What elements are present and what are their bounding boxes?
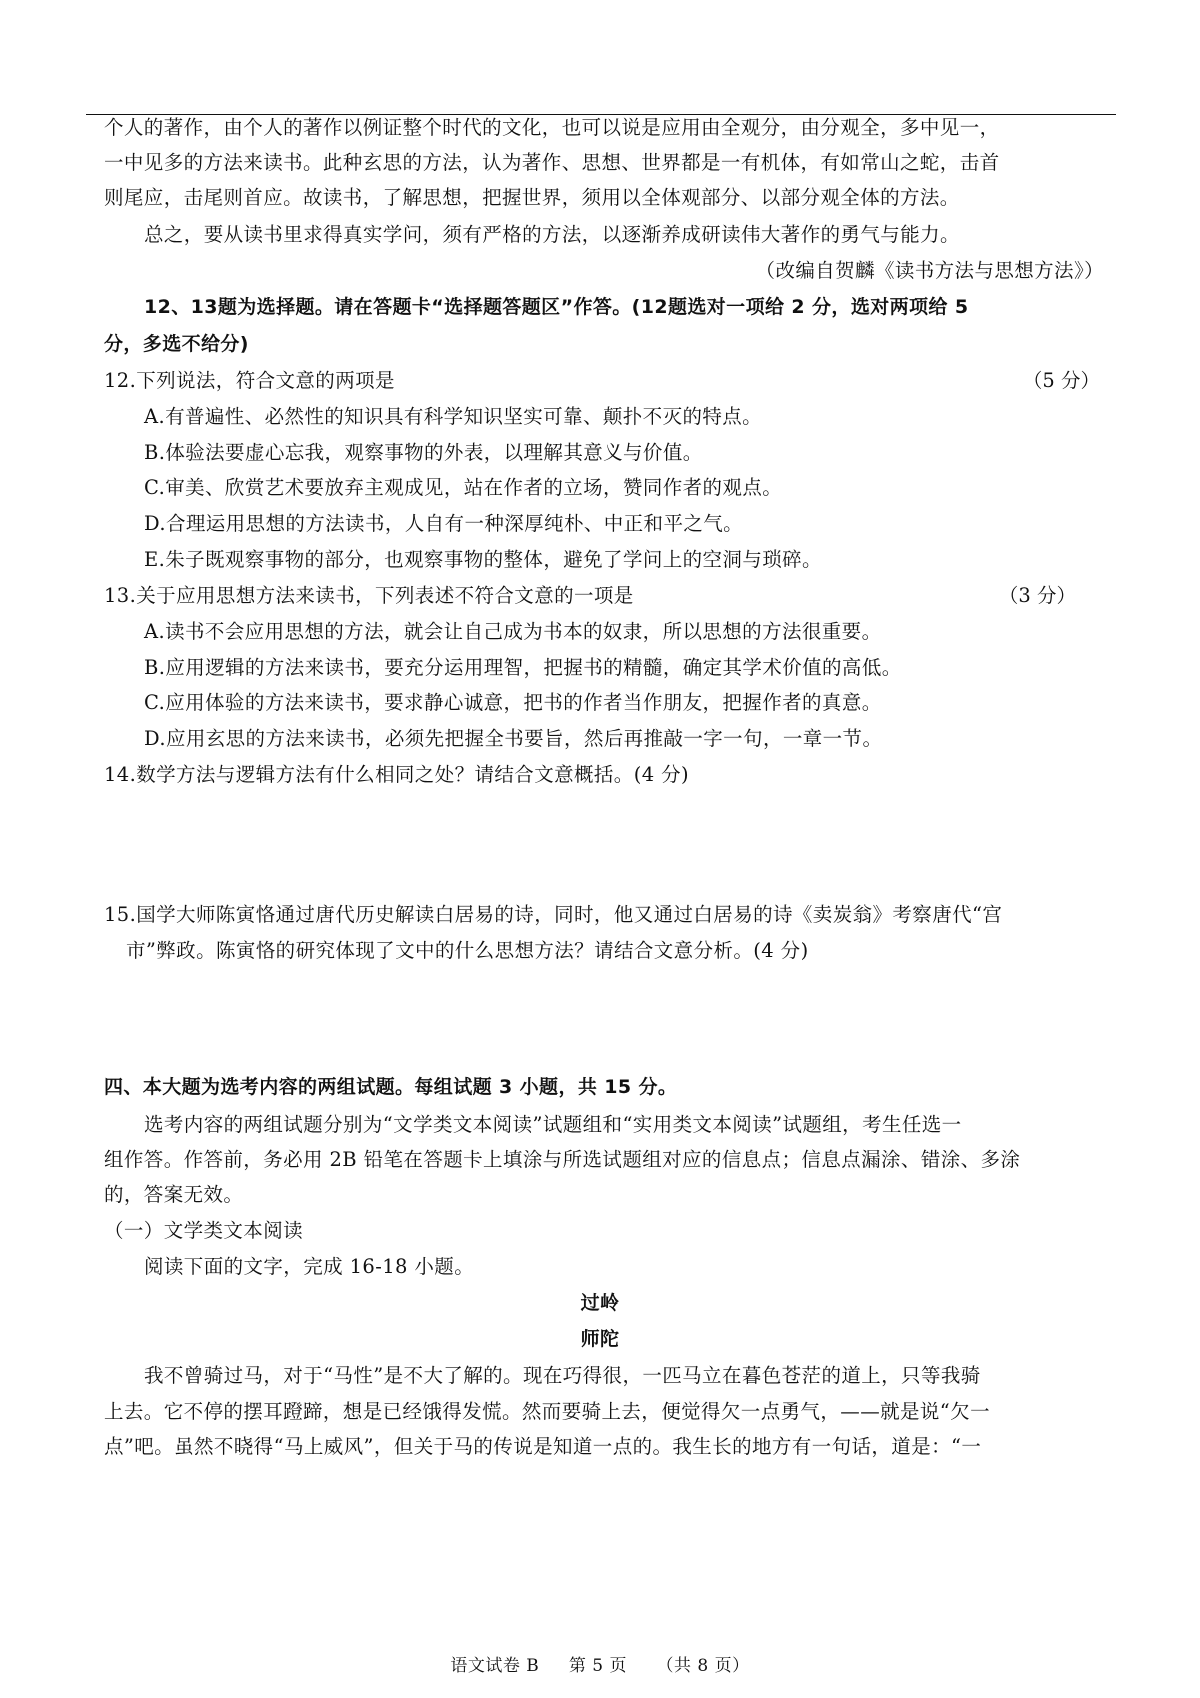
passage-title: 过岭 [580,1292,620,1314]
passage-line: 上去。它不停的摆耳蹬蹄，想是已经饿得发慌。然而要骑上去，便觉得欠一点勇气，——就是说“欠一 [104,1400,990,1423]
choice-instruction: 12、13题为选择题。请在答题卡“选择题答题区”作答。(12题选对一项给 2 分，选对两项给 5 [144,296,969,318]
question-13-option-d: D.应用玄思的方法来读书，必须先把握全书要旨，然后再推敲一字一句，一章一节。 [144,727,883,750]
section-4-intro: 选考内容的两组试题分别为“文学类文本阅读”试题组和“实用类文本阅读”试题组，考生任选一 [144,1113,962,1136]
question-12-stem: 12.下列说法，符合文意的两项是 [104,369,395,392]
footer-total: （共 8 页） [656,1656,750,1676]
footer-paper: 语文试卷 B [450,1656,540,1676]
choice-instruction: 分，多选不给分) [104,333,249,355]
question-13-points: （3 分） [998,584,1076,607]
question-14: 14.数学方法与逻辑方法有什么相同之处？请结合文意概括。(4 分) [104,763,690,786]
passage-line: 点”吧。虽然不晓得“马上威风”，但关于马的传说是知道一点的。我生长的地方有一句话，道是：“一 [104,1435,982,1458]
question-12-option-c: C.审美、欣赏艺术要放弃主观成见，站在作者的立场，赞同作者的观点。 [144,476,783,499]
passage-line: 一中见多的方法来读书。此种玄思的方法，认为著作、思想、世界都是一有机体，有如常山之蛇，击首 [104,151,1000,174]
question-12-option-e: E.朱子既观察事物的部分，也观察事物的整体，避免了学问上的空洞与琐碎。 [144,548,822,571]
section-4-intro: 组作答。作答前，务必用 2B 铅笔在答题卡上填涂与所选试题组对应的信息点；信息点漏涂、错涂、多涂 [104,1148,1021,1171]
question-13-stem: 13.关于应用思想方法来读书，下列表述不符合文意的一项是 [104,584,634,607]
source-citation: （改编自贺麟《读书方法与思想方法》） [755,259,1104,282]
subsection-heading: （一）文学类文本阅读 [104,1219,304,1242]
question-12-option-a: A.有普遍性、必然性的知识具有科学知识坚实可靠、颠扑不灭的特点。 [144,405,763,428]
page-footer [0,1651,1200,1676]
passage-author: 师陀 [580,1328,620,1350]
question-12-option-b: B.体验法要虚心忘我，观察事物的外表，以理解其意义与价值。 [144,441,703,464]
passage-line: 总之，要从读书里求得真实学问，须有严格的方法，以逐渐养成研读伟大著作的勇气与能力。 [144,223,960,246]
section-4-heading: 四、本大题为选考内容的两组试题。每组试题 3 小题，共 15 分。 [104,1076,678,1098]
question-13-option-c: C.应用体验的方法来读书，要求静心诚意，把书的作者当作朋友，把握作者的真意。 [144,691,882,714]
question-15: 15.国学大师陈寅恪通过唐代历史解读白居易的诗，同时，他又通过白居易的诗《卖炭翁》考察唐代“宫 [104,903,1003,926]
footer-page: 第 5 页 [568,1656,627,1676]
passage-line: 个人的著作，由个人的著作以例证整个时代的文化，也可以说是应用由全观分，由分观全，多中见一， [104,116,1000,139]
question-13-option-a: A.读书不会应用思想的方法，就会让自己成为书本的奴隶，所以思想的方法很重要。 [144,620,882,643]
question-15: 市”弊政。陈寅恪的研究体现了文中的什么思想方法？请结合文意分析。(4 分) [126,939,809,962]
section-4-intro: 的，答案无效。 [104,1183,244,1206]
passage-line: 我不曾骑过马，对于“马性”是不大了解的。现在巧得很，一匹马立在暮色苍茫的道上，只等我骑 [144,1364,981,1387]
question-12-option-d: D.合理运用思想的方法读书，人自有一种深厚纯朴、中正和平之气。 [144,512,744,535]
passage-line: 则尾应，击尾则首应。故读书，了解思想，把握世界，须用以全体观部分、以部分观全体的方法。 [104,186,960,209]
question-12-points: （5 分） [1022,369,1100,392]
read-instruction: 阅读下面的文字，完成 16-18 小题。 [144,1255,475,1278]
question-13-option-b: B.应用逻辑的方法来读书，要充分运用理智，把握书的精髓，确定其学术价值的高低。 [144,656,902,679]
